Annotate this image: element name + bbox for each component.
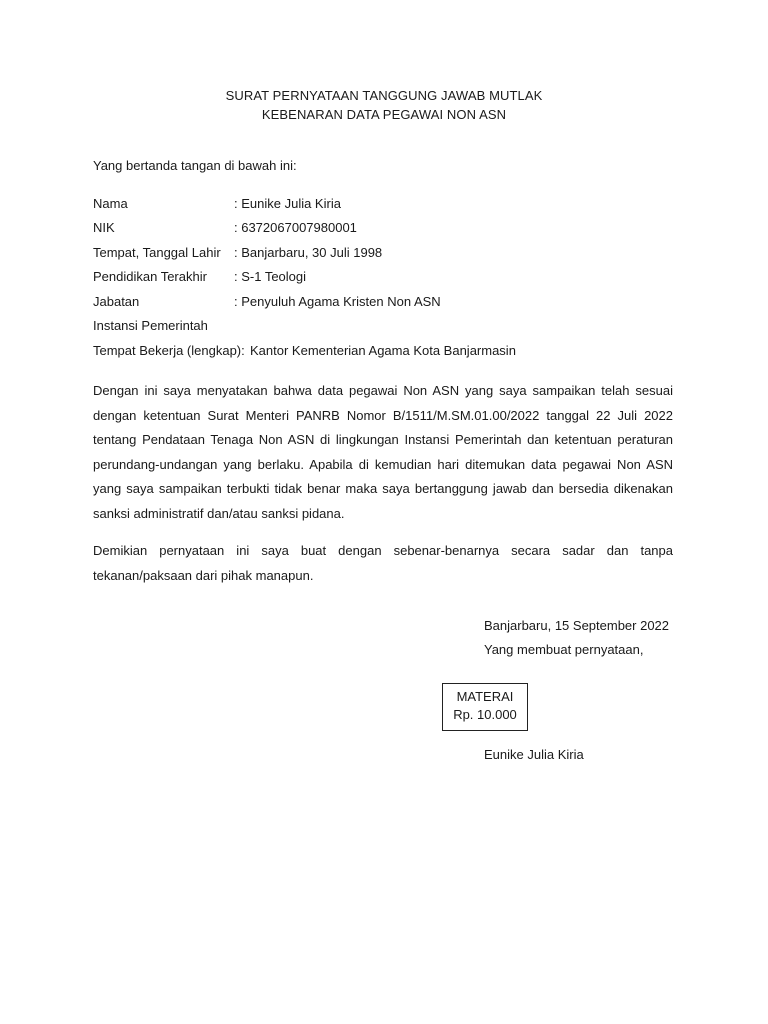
field-label: Tempat, Tanggal Lahir <box>93 245 221 260</box>
paragraph-line: tentang Pendataan Tenaga Non ASN di lingkungan Instansi Pemerintah dan ketentuan peraturan <box>93 432 673 448</box>
field-label: Jabatan <box>93 294 140 309</box>
paragraph-line: sanksi administratif dan/atau sanksi pidana. <box>93 505 345 521</box>
paragraph-line: Demikian pernyataan ini saya buat dengan sebenar-benarnya secara sadar dan tanpa <box>93 543 673 558</box>
paragraph-line: yang saya sampaikan terbukti tidak benar maka saya bertanggung jawab dan bersedia dikenakan <box>93 481 673 497</box>
field-label: Instansi Pemerintah <box>93 318 208 333</box>
field-value: : 6372067007980001 <box>234 220 357 235</box>
signer-name: Eunike Julia Kiria <box>484 747 584 762</box>
document-title-line-1: SURAT PERNYATAAN TANGGUNG JAWAB MUTLAK <box>225 88 543 103</box>
document-title-line-2: KEBENARAN DATA PEGAWAI NON ASN <box>261 107 507 122</box>
statement-paragraph <box>93 379 673 527</box>
field-value: Kantor Kementerian Agama Kota Banjarmasin <box>250 343 516 358</box>
field-label: Nama <box>93 196 128 211</box>
field-label: Pendidikan Terakhir <box>93 269 207 284</box>
place-date: Banjarbaru, 15 September 2022 <box>484 618 670 633</box>
field-value: : Eunike Julia Kiria <box>234 196 341 211</box>
paragraph-line: dengan ketentuan Surat Menteri PANRB Nomor B/1511/M.SM.01.00/2022 tanggal 22 Juli 2022 <box>93 407 673 423</box>
materai-value: Rp. 10.000 <box>453 707 517 722</box>
field-value: : S-1 Teologi <box>234 269 307 284</box>
field-label: NIK <box>93 220 115 235</box>
materai-stamp-box <box>442 683 528 731</box>
field-label: Tempat Bekerja (lengkap): <box>93 343 245 358</box>
field-value: : Banjarbaru, 30 Juli 1998 <box>234 245 383 260</box>
paragraph-line: Dengan ini saya menyatakan bahwa data pegawai Non ASN yang saya sampaikan telah sesuai <box>93 383 673 398</box>
field-value: : Penyuluh Agama Kristen Non ASN <box>234 294 441 309</box>
closing-paragraph <box>93 539 673 588</box>
signer-caption: Yang membuat pernyataan, <box>484 642 644 657</box>
paragraph-line: perundang-undangan yang berlaku. Apabila di kemudian hari ditemukan data pegawai Non ASN <box>93 456 673 472</box>
materai-label: MATERAI <box>456 689 514 704</box>
intro-text: Yang bertanda tangan di bawah ini: <box>93 158 297 173</box>
paragraph-line: tekanan/paksaan dari pihak manapun. <box>93 567 314 583</box>
